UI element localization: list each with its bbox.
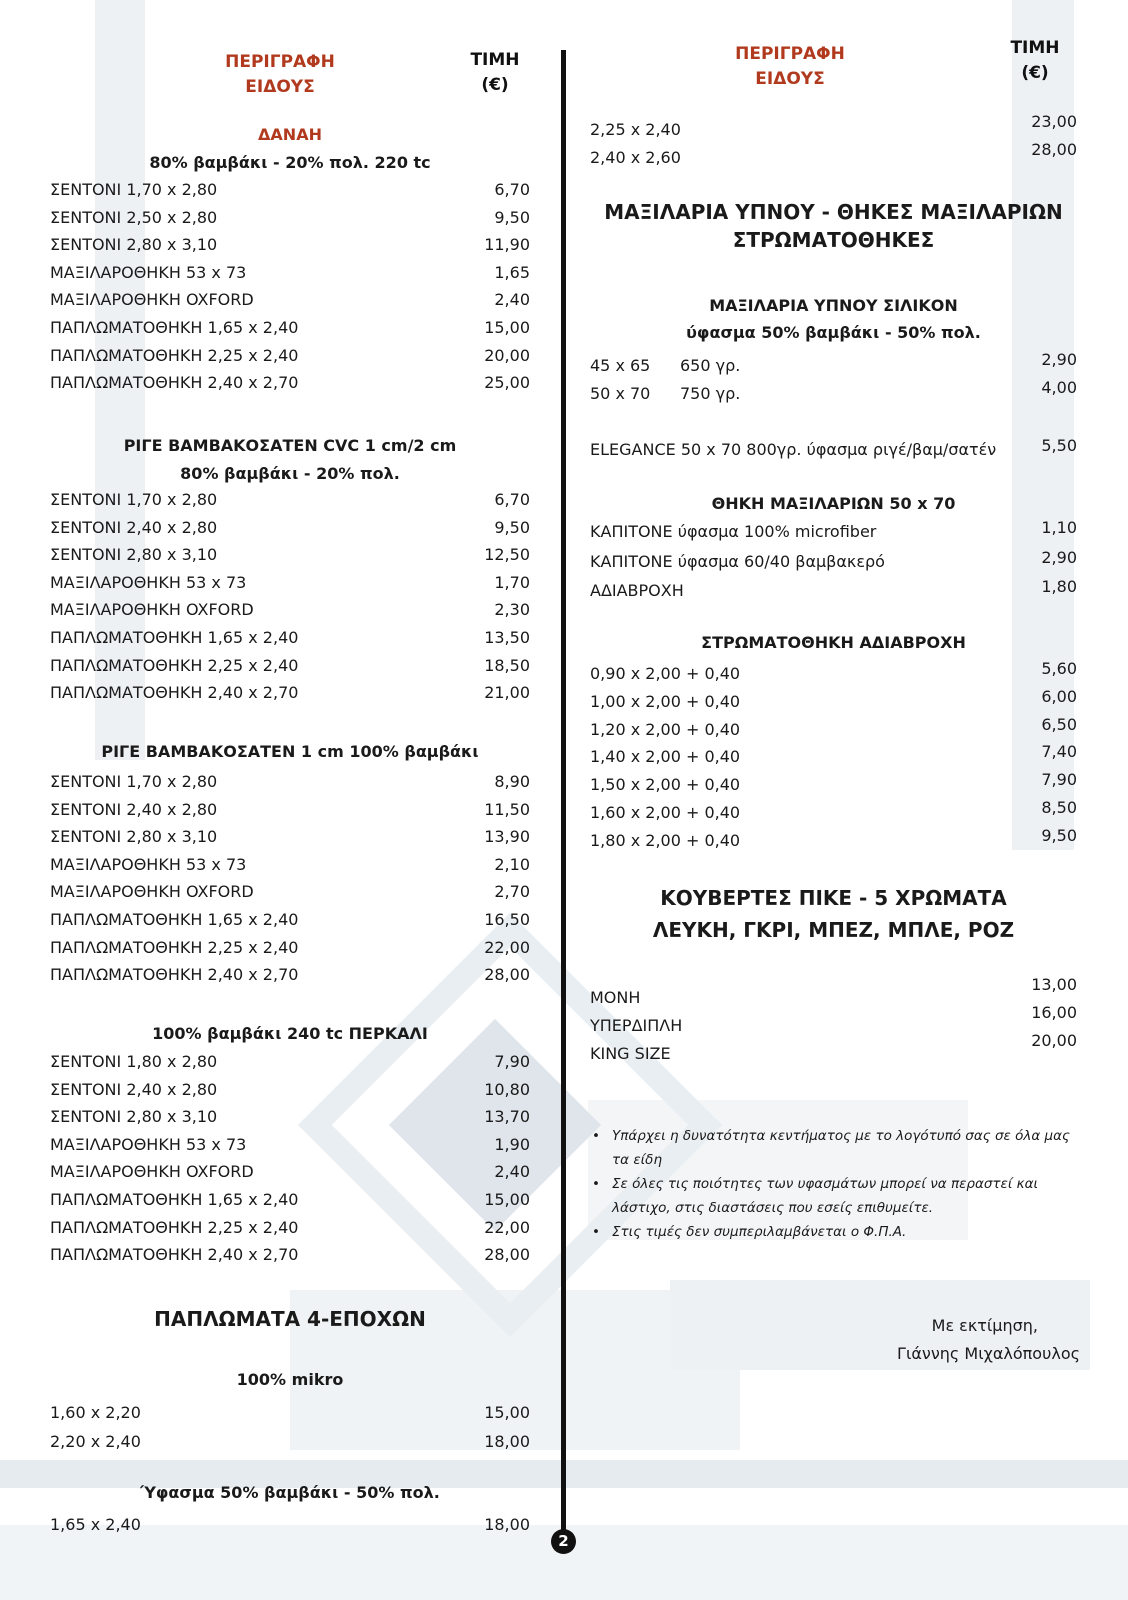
item-label: 1,65 x 2,40	[50, 1515, 141, 1534]
item-label: ΣΕΝΤΟΝΙ 2,80 x 3,10	[50, 827, 218, 847]
item-label: 0,90 x 2,00 + 0,40	[590, 664, 741, 683]
section-title-rige-cotton: ΡΙΓΕ ΒΑΜΒΑΚΟΣΑΤΕΝ 1 cm 100% βαμβάκι	[101, 742, 479, 761]
item-price: 2,70	[494, 882, 530, 902]
item-label: ΣΕΝΤΟΝΙ 2,80 x 3,10	[50, 235, 218, 255]
blanket-size: ΥΠΕΡΔΙΠΛΗ	[590, 1016, 683, 1035]
item-price: 1,80	[1041, 577, 1077, 596]
item-price: 6,70	[494, 490, 530, 509]
item-price: 1,90	[494, 1134, 530, 1154]
item-label: ΣΕΝΤΟΝΙ 1,70 x 2,80	[50, 180, 218, 199]
item-label: ΜΑΞΙΛΑΡΟΘΗΚΗ 53 x 73	[50, 1134, 247, 1154]
item-label: 1,00 x 2,00 + 0,40	[590, 691, 741, 711]
item-label: ΜΑΞΙΛΑΡΟΘΗΚΗ 53 x 73	[50, 572, 247, 592]
section-subtitle: 80% βαμβάκι - 20% πολ.	[180, 464, 400, 483]
item-price: 9,50	[1041, 825, 1077, 845]
item-price: 12,50	[484, 545, 530, 565]
item-label: ΠΑΠΛΩΜΑΤΟΘΗΚΗ 2,25 x 2,40	[50, 937, 299, 957]
blanket-price-value: 20,00	[1031, 1031, 1077, 1050]
note-text: Στις τιμές δεν συμπεριλαμβάνεται ο Φ.Π.Α.	[612, 1224, 907, 1240]
note-text: Σε όλες τις ποιότητες των υφασμάτων μπορεί να περαστεί και	[612, 1176, 1039, 1192]
item-label: 1,80 x 2,00 + 0,40	[590, 830, 741, 850]
item-label: ΣΕΝΤΟΝΙ 2,80 x 3,10	[50, 1107, 218, 1127]
item-label: ΣΕΝΤΟΝΙ 2,50 x 2,80	[50, 207, 218, 227]
item-price: 9,50	[494, 207, 530, 227]
page-number: 2	[551, 1529, 576, 1554]
item-label: 2,40 x 2,60	[590, 148, 681, 167]
item-label: ΠΑΠΛΩΜΑΤΟΘΗΚΗ 2,40 x 2,70	[50, 373, 299, 393]
item-label: ΠΑΠΛΩΜΑΤΟΘΗΚΗ 2,40 x 2,70	[50, 683, 299, 703]
section-title-mattress: ΣΤΡΩΜΑΤΟΘΗΚΗ ΑΔΙΑΒΡΟΧΗ	[701, 633, 966, 652]
signature-name: Γιάννης Μιχαλόπουλος	[897, 1344, 1080, 1363]
item-label: ΣΕΝΤΟΝΙ 1,70 x 2,80	[50, 772, 218, 791]
item-price: 6,50	[1041, 714, 1077, 734]
elegance-label: ELEGANCE 50 x 70 800γρ. ύφασμα ριγέ/βαμ/σατέν	[590, 440, 997, 459]
title-line: ΚΟΥΒΕΡΤΕΣ ΠΙΚΕ - 5 ΧΡΩΜΑΤΑ	[660, 886, 1007, 910]
item-price: 7,90	[494, 1052, 530, 1071]
header-line: ΠΕΡΙΓΡΑΦΗ	[735, 44, 845, 64]
section-title-rige-cvc: ΡΙΓΕ ΒΑΜΒΑΚΟΣΑΤΕΝ CVC 1 cm/2 cm	[123, 436, 457, 455]
item-label: ΣΕΝΤΟΝΙ 2,40 x 2,80	[50, 1079, 218, 1099]
notes-list	[592, 1124, 1082, 1264]
item-price: 28,00	[484, 965, 530, 985]
item-label: ΣΕΝΤΟΝΙ 2,80 x 3,10	[50, 545, 218, 565]
section-title-danai: ΔΑΝΑΗ	[258, 125, 322, 144]
item-label: ΠΑΠΛΩΜΑΤΟΘΗΚΗ 1,65 x 2,40	[50, 1190, 299, 1209]
note-text: τα είδη	[612, 1152, 662, 1168]
section-subtitle: 100% mikro	[236, 1370, 344, 1389]
item-price: 6,70	[494, 180, 530, 199]
note-item	[592, 1172, 1082, 1220]
section-title-silicon: ΜΑΞΙΛΑΡΙΑ ΥΠΝΟΥ ΣΙΛΙΚΟΝ	[709, 296, 958, 315]
item-label: ΠΑΠΛΩΜΑΤΟΘΗΚΗ 2,40 x 2,70	[50, 965, 299, 985]
item-label: ΚΑΠΙΤΟΝΕ ύφασμα 100% microfiber	[590, 522, 877, 541]
item-price: 18,50	[484, 655, 530, 675]
section-subtitle: 80% βαμβάκι - 20% πολ. 220 tc	[149, 153, 431, 172]
column-divider	[561, 50, 566, 1530]
header-line: ΤΙΜΗ	[470, 50, 520, 70]
item-label: ΜΑΞΙΛΑΡΟΘΗΚΗ OXFORD	[50, 1162, 254, 1182]
item-price: 1,10	[1041, 518, 1077, 537]
blanket-price-value: 13,00	[1031, 975, 1077, 994]
pillow-price: 4,00	[1041, 378, 1077, 397]
blanket-size: ΜΟΝΗ	[590, 988, 641, 1007]
item-price: 5,60	[1041, 659, 1077, 678]
section-title-blankets	[590, 884, 1077, 944]
item-label: 1,40 x 2,00 + 0,40	[590, 747, 741, 767]
note-item	[592, 1124, 1082, 1172]
pillow-weight: 650 γρ.	[680, 356, 741, 375]
item-label: ΜΑΞΙΛΑΡΟΘΗΚΗ OXFORD	[50, 600, 254, 620]
item-label: ΠΑΠΛΩΜΑΤΟΘΗΚΗ 2,25 x 2,40	[50, 345, 299, 365]
item-price: 11,50	[484, 799, 530, 819]
item-label: ΠΑΠΛΩΜΑΤΟΘΗΚΗ 2,25 x 2,40	[50, 1217, 299, 1237]
section-title-pillowcases: ΘΗΚΗ ΜΑΞΙΛΑΡΙΩΝ 50 x 70	[711, 494, 956, 513]
pillow-size: 50 x 70	[590, 384, 651, 403]
item-label: ΣΕΝΤΟΝΙ 2,40 x 2,80	[50, 517, 218, 537]
item-price: 8,50	[1041, 798, 1077, 817]
item-price: 10,80	[484, 1079, 530, 1099]
item-price: 23,00	[1031, 112, 1077, 131]
item-price: 18,00	[484, 1515, 530, 1534]
blanket-size: KING SIZE	[590, 1044, 671, 1063]
section-subtitle: ύφασμα 50% βαμβάκι - 50% πολ.	[686, 323, 981, 342]
item-price: 2,40	[494, 290, 530, 310]
item-price: 1,65	[494, 262, 530, 282]
pillow-price: 2,90	[1041, 350, 1077, 369]
item-label: ΣΕΝΤΟΝΙ 1,70 x 2,80	[50, 490, 218, 509]
bullet-icon: •	[592, 1128, 600, 1144]
pillow-size: 45 x 65	[590, 356, 651, 375]
signature-greeting: Με εκτίμηση,	[931, 1316, 1038, 1335]
item-price: 25,00	[484, 373, 530, 393]
note-item	[592, 1220, 1082, 1244]
item-price: 28,00	[484, 1245, 530, 1265]
price-header	[1000, 36, 1070, 86]
item-label: 1,20 x 2,00 + 0,40	[590, 719, 741, 739]
bullet-icon: •	[592, 1224, 600, 1240]
item-price: 1,70	[494, 572, 530, 592]
section-title-pillows	[590, 198, 1077, 254]
header-line: (€)	[1021, 63, 1049, 83]
title-line: ΜΑΞΙΛΑΡΙΑ ΥΠΝΟΥ - ΘΗΚΕΣ ΜΑΞΙΛΑΡΙΩΝ	[604, 200, 1063, 224]
item-price: 22,00	[484, 937, 530, 957]
section-subtitle: Ύφασμα 50% βαμβάκι - 50% πολ.	[140, 1483, 440, 1502]
item-label: ΜΑΞΙΛΑΡΟΘΗΚΗ 53 x 73	[50, 854, 247, 874]
item-label: ΠΑΠΛΩΜΑΤΟΘΗΚΗ 1,65 x 2,40	[50, 318, 299, 337]
item-label: ΑΔΙΑΒΡΟΧΗ	[590, 581, 684, 600]
item-price: 7,40	[1041, 742, 1077, 762]
blanket-price-value: 16,00	[1031, 1003, 1077, 1022]
item-price: 11,90	[484, 235, 530, 255]
elegance-price: 5,50	[1041, 436, 1077, 455]
description-header	[160, 50, 400, 100]
item-price: 9,50	[494, 517, 530, 537]
item-price: 15,00	[484, 1403, 530, 1422]
item-price: 20,00	[484, 345, 530, 365]
item-label: ΠΑΠΛΩΜΑΤΟΘΗΚΗ 1,65 x 2,40	[50, 910, 299, 929]
item-price: 13,50	[484, 628, 530, 647]
note-text: Υπάρχει η δυνατότητα κεντήματος με το λογότυπό σας σε όλα μας	[612, 1128, 1070, 1144]
section-title-duvets: ΠΑΠΛΩΜΑΤΑ 4-ΕΠΟΧΩΝ	[154, 1307, 426, 1331]
item-label: ΣΕΝΤΟΝΙ 2,40 x 2,80	[50, 799, 218, 819]
bullet-icon: •	[592, 1176, 600, 1192]
item-price: 28,00	[1031, 140, 1077, 159]
item-label: ΠΑΠΛΩΜΑΤΟΘΗΚΗ 2,25 x 2,40	[50, 655, 299, 675]
item-price: 13,70	[484, 1107, 530, 1127]
item-price: 2,30	[494, 600, 530, 620]
item-label: 2,20 x 2,40	[50, 1432, 141, 1451]
item-price: 15,00	[484, 1190, 530, 1209]
item-label: ΠΑΠΛΩΜΑΤΟΘΗΚΗ 2,40 x 2,70	[50, 1245, 299, 1265]
item-label: ΜΑΞΙΛΑΡΟΘΗΚΗ 53 x 73	[50, 262, 247, 282]
header-line: ΕΙΔΟΥΣ	[245, 77, 315, 97]
pillow-weight: 750 γρ.	[680, 384, 741, 403]
signature	[790, 1312, 1080, 1368]
item-price: 7,90	[1041, 770, 1077, 790]
item-price: 2,40	[494, 1162, 530, 1182]
price-header	[460, 48, 530, 98]
item-label: ΚΑΠΙΤΟΝΕ ύφασμα 60/40 βαμβακερό	[590, 551, 885, 571]
item-price: 21,00	[484, 683, 530, 703]
item-price: 22,00	[484, 1217, 530, 1237]
item-label: ΜΑΞΙΛΑΡΟΘΗΚΗ OXFORD	[50, 882, 254, 902]
item-price: 6,00	[1041, 686, 1077, 706]
item-price: 13,90	[484, 827, 530, 847]
item-label: ΠΑΠΛΩΜΑΤΟΘΗΚΗ 1,65 x 2,40	[50, 628, 299, 647]
title-line: ΛΕΥΚΗ, ΓΚΡΙ, ΜΠΕΖ, ΜΠΛΕ, ΡΟΖ	[652, 918, 1015, 942]
item-label: ΣΕΝΤΟΝΙ 1,80 x 2,80	[50, 1052, 218, 1071]
header-line: ΤΙΜΗ	[1010, 38, 1060, 58]
header-line: ΠΕΡΙΓΡΑΦΗ	[225, 52, 335, 72]
title-line: ΣΤΡΩΜΑΤΟΘΗΚΕΣ	[732, 228, 935, 252]
description-header	[690, 42, 890, 92]
header-line: ΕΙΔΟΥΣ	[755, 69, 825, 89]
item-price: 8,90	[494, 772, 530, 791]
item-label: ΜΑΞΙΛΑΡΟΘΗΚΗ OXFORD	[50, 290, 254, 310]
section-title-percale: 100% βαμβάκι 240 tc ΠΕΡΚΑΛΙ	[152, 1024, 428, 1043]
item-price: 16,50	[484, 910, 530, 929]
item-label: 1,50 x 2,00 + 0,40	[590, 775, 741, 795]
item-price: 15,00	[484, 318, 530, 337]
item-price: 18,00	[484, 1432, 530, 1451]
item-price: 2,10	[494, 854, 530, 874]
item-label: 2,25 x 2,40	[590, 120, 681, 139]
item-label: 1,60 x 2,00 + 0,40	[590, 803, 741, 822]
item-label: 1,60 x 2,20	[50, 1403, 141, 1422]
header-line: (€)	[481, 75, 509, 95]
note-text: λάστιχο, στις διαστάσεις που εσείς επιθυμείτε.	[612, 1200, 934, 1216]
item-price: 2,90	[1041, 547, 1077, 567]
